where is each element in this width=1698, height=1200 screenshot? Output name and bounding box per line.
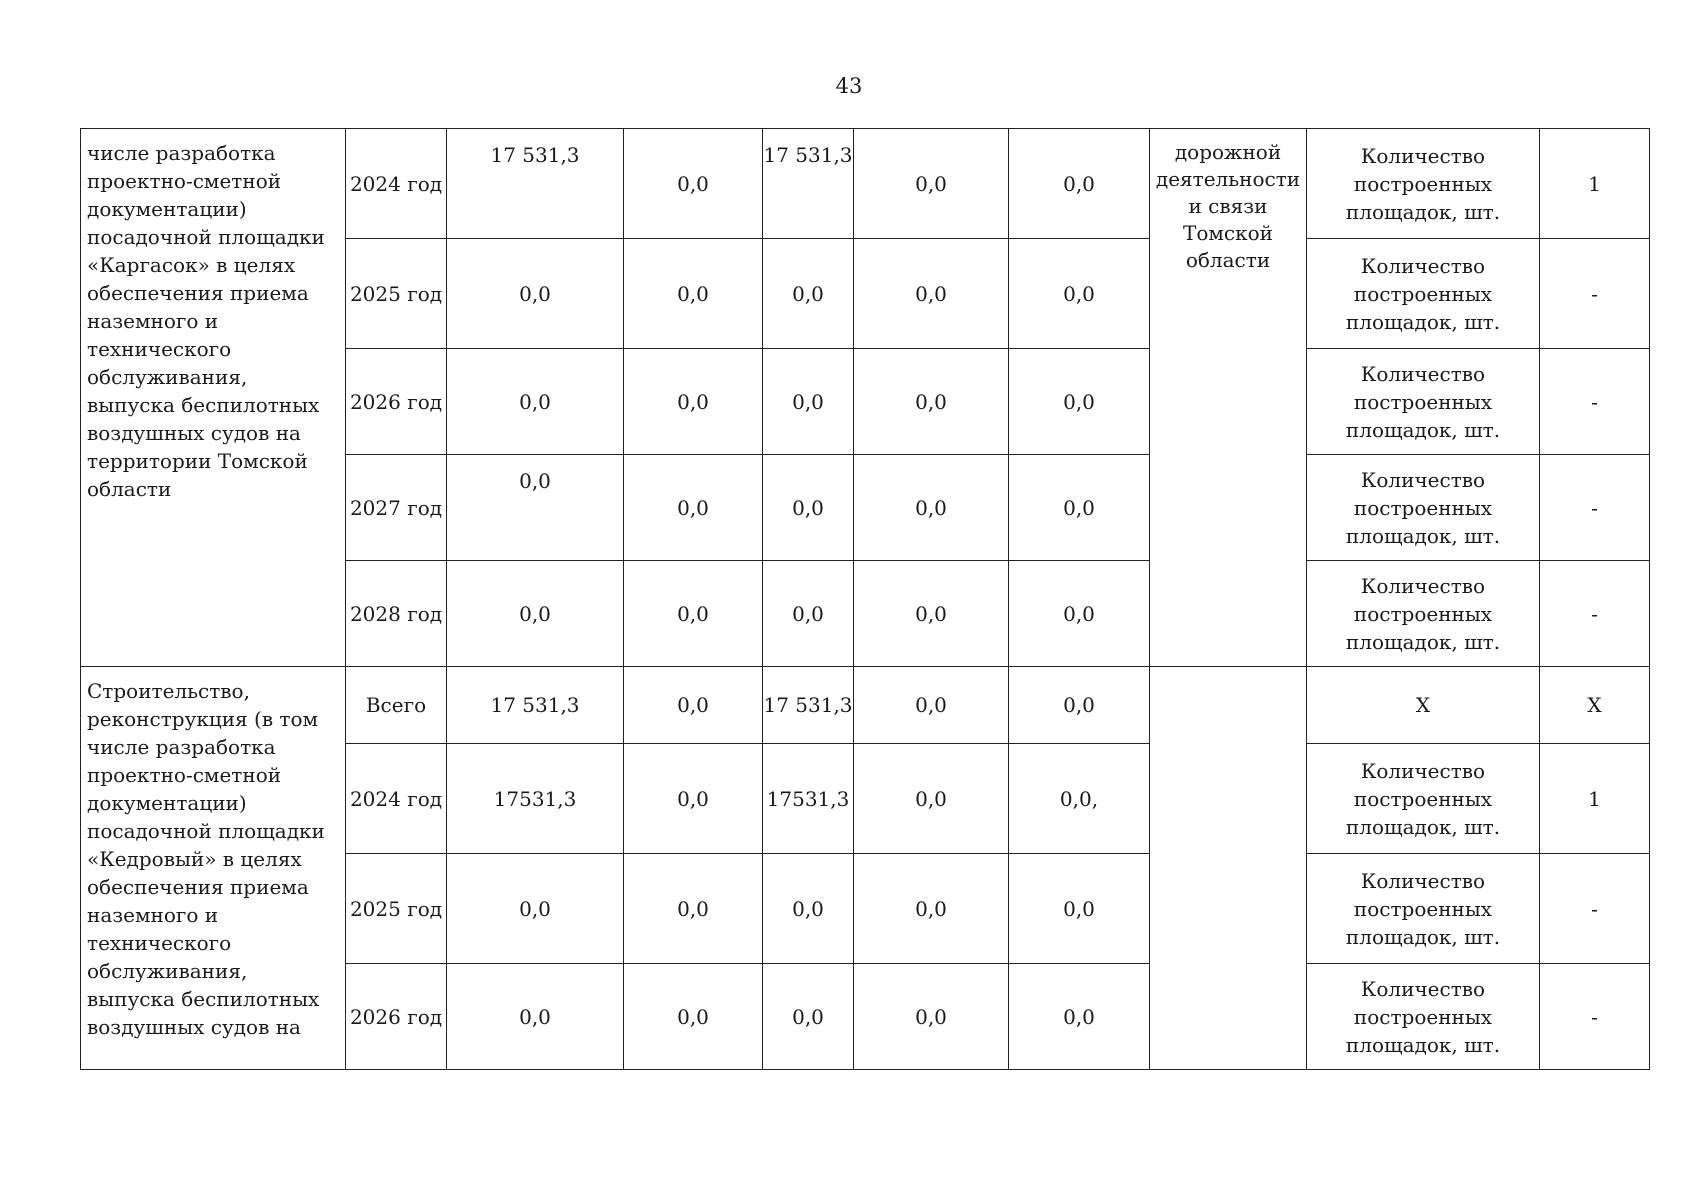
value-cell: 0,0 [1009, 129, 1150, 239]
value-cell: 0,0 [1009, 455, 1150, 561]
year-cell: 2027 год [346, 455, 447, 561]
total-cell: 0,0 [447, 854, 624, 964]
value-cell: 0,0 [624, 129, 763, 239]
target-value-cell: X [1540, 667, 1650, 744]
value-cell: 0,0 [854, 561, 1009, 667]
year-cell: 2028 год [346, 561, 447, 667]
value-cell: 0,0 [624, 561, 763, 667]
value-cell: 0,0, [1009, 744, 1150, 854]
value-cell: 0,0 [624, 854, 763, 964]
responsible-executor: дорожной деятельности и связи Томской области [1150, 129, 1307, 667]
indicator-cell: Количество построенных площадок, шт. [1307, 744, 1540, 854]
total-cell: 17 531,3 [447, 667, 624, 744]
value-cell: 0,0 [624, 349, 763, 455]
total-cell: 0,0 [447, 349, 624, 455]
value-cell: 0,0 [624, 667, 763, 744]
year-cell: 2025 год [346, 854, 447, 964]
value-cell: 0,0 [854, 854, 1009, 964]
value-cell: 0,0 [1009, 349, 1150, 455]
responsible-executor [1150, 667, 1307, 1070]
table-row [81, 129, 1650, 239]
target-value-cell: 1 [1540, 129, 1650, 239]
year-cell: 2024 год [346, 129, 447, 239]
indicator-cell: Количество построенных площадок, шт. [1307, 349, 1540, 455]
indicator-cell: X [1307, 667, 1540, 744]
year-cell: 2026 год [346, 964, 447, 1070]
value-cell: 0,0 [763, 854, 854, 964]
value-cell: 0,0 [1009, 667, 1150, 744]
target-value-cell: - [1540, 561, 1650, 667]
indicator-cell: Количество построенных площадок, шт. [1307, 455, 1540, 561]
value-cell: 0,0 [1009, 561, 1150, 667]
page-number: 43 [835, 74, 863, 98]
total-cell: 0,0 [447, 239, 624, 349]
value-cell: 0,0 [763, 239, 854, 349]
value-cell: 17 531,3 [763, 667, 854, 744]
target-value-cell: - [1540, 854, 1650, 964]
event-description: Строительство, реконструкция (в том числе разработка проектно-сметной документации) посадочной площадки «Кедровый» в целях обеспечения приема наземного и технического обслуживания, выпуска беспилотных воздушных судов на [81, 667, 346, 1070]
year-cell: Всего [346, 667, 447, 744]
value-cell: 0,0 [854, 349, 1009, 455]
event-description: числе разработка проектно-сметной документации) посадочной площадки «Каргасок» в целях обеспечения приема наземного и технического обслуживания, выпуска беспилотных воздушных судов на территории Томской области [81, 129, 346, 667]
target-value-cell: - [1540, 964, 1650, 1070]
value-cell: 0,0 [1009, 964, 1150, 1070]
total-cell: 0,0 [447, 964, 624, 1070]
value-cell: 0,0 [624, 239, 763, 349]
indicator-cell: Количество построенных площадок, шт. [1307, 129, 1540, 239]
value-cell: 0,0 [1009, 854, 1150, 964]
total-cell: 17 531,3 [447, 129, 624, 239]
year-cell: 2025 год [346, 239, 447, 349]
value-cell: 0,0 [854, 667, 1009, 744]
indicator-cell: Количество построенных площадок, шт. [1307, 964, 1540, 1070]
value-cell: 0,0 [854, 129, 1009, 239]
total-cell: 0,0 [447, 561, 624, 667]
value-cell: 17 531,3 [763, 129, 854, 239]
year-cell: 2026 год [346, 349, 447, 455]
target-value-cell: - [1540, 349, 1650, 455]
table-row [81, 667, 1650, 744]
value-cell: 0,0 [624, 744, 763, 854]
value-cell: 0,0 [624, 455, 763, 561]
value-cell: 0,0 [854, 964, 1009, 1070]
value-cell: 0,0 [763, 455, 854, 561]
target-value-cell: 1 [1540, 744, 1650, 854]
total-cell: 0,0 [447, 455, 624, 561]
value-cell: 0,0 [1009, 239, 1150, 349]
value-cell: 0,0 [854, 744, 1009, 854]
indicator-cell: Количество построенных площадок, шт. [1307, 854, 1540, 964]
value-cell: 0,0 [763, 561, 854, 667]
budget-table [80, 128, 1650, 1070]
value-cell: 0,0 [763, 964, 854, 1070]
indicator-cell: Количество построенных площадок, шт. [1307, 561, 1540, 667]
target-value-cell: - [1540, 455, 1650, 561]
indicator-cell: Количество построенных площадок, шт. [1307, 239, 1540, 349]
target-value-cell: - [1540, 239, 1650, 349]
value-cell: 0,0 [854, 239, 1009, 349]
value-cell: 0,0 [763, 349, 854, 455]
total-cell: 17531,3 [447, 744, 624, 854]
value-cell: 0,0 [854, 455, 1009, 561]
value-cell: 17531,3 [763, 744, 854, 854]
year-cell: 2024 год [346, 744, 447, 854]
value-cell: 0,0 [624, 964, 763, 1070]
